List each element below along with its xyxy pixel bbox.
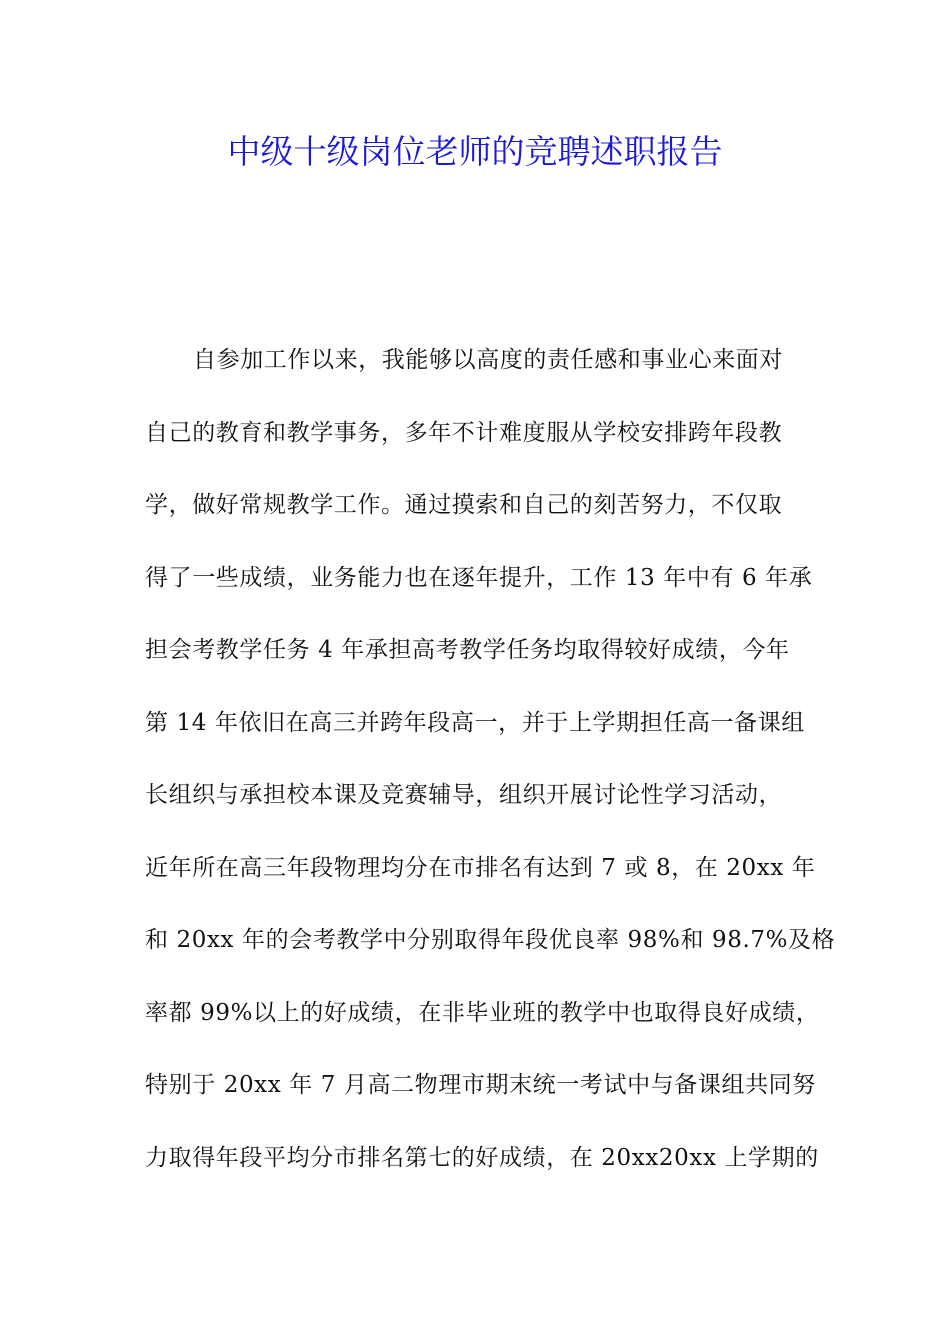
paragraph-line: 得了一些成绩，业务能力也在逐年提升，工作 13 年中有 6 年承 <box>145 564 813 591</box>
paragraph-line: 率都 99%以上的好成绩，在非毕业班的教学中也取得良好成绩， <box>145 999 820 1026</box>
paragraph-line: 长组织与承担校本课及竞赛辅导，组织开展讨论性学习活动， <box>145 782 783 808</box>
paragraph-line: 自参加工作以来，我能够以高度的责任感和事业心来面对 <box>193 347 783 373</box>
paragraph-line: 和 20xx 年的会考教学中分别取得年段优良率 98%和 98.7%及格 <box>145 927 836 953</box>
paragraph-line: 特别于 20xx 年 7 月高二物理市期末统一考试中与备课组共同努 <box>145 1072 816 1098</box>
paragraph-line: 担会考教学任务 4 年承担高考教学任务均取得较好成绩，今年 <box>145 637 790 663</box>
paragraph-line: 第 14 年依旧在高三并跨年段高一，并于上学期担任高一备课组 <box>145 709 805 736</box>
paragraph-line: 力取得年段平均分市排名第七的好成绩，在 20xx20xx 上学期的 <box>145 1144 819 1171</box>
paragraph-line: 自己的教育和教学事务，多年不计难度服从学校安排跨年段教 <box>145 419 783 446</box>
paragraph-line: 近年所在高三年段物理均分在市排名有达到 7 或 8，在 20xx 年 <box>145 854 816 881</box>
document-title: 中级十级岗位老师的竞聘述职报告 <box>227 132 723 171</box>
document-body <box>145 340 836 1210</box>
paragraph-line: 学，做好常规教学工作。通过摸索和自己的刻苦努力，不仅取 <box>145 492 783 518</box>
